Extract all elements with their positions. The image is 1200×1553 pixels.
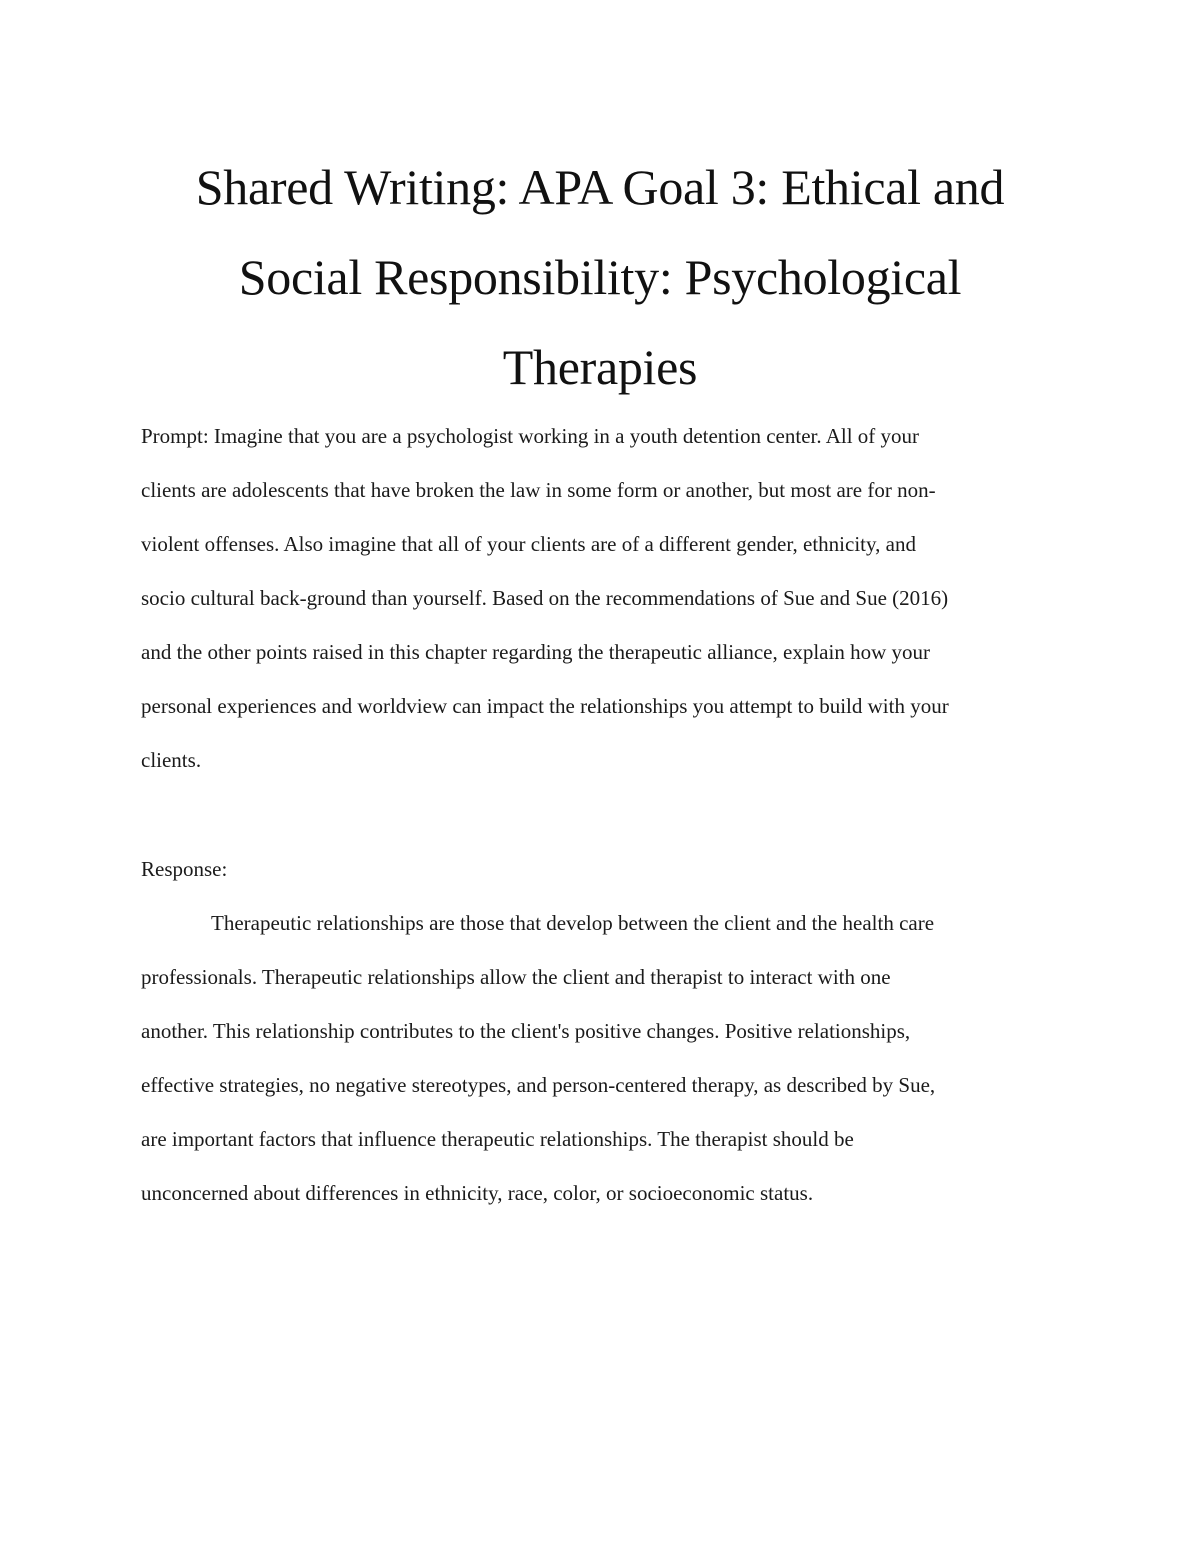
prompt-line: clients. <box>141 748 202 772</box>
prompt-line: violent offenses. Also imagine that all of your clients are of a different gender, ethnicity, and <box>141 532 916 556</box>
prompt-line: personal experiences and worldview can impact the relationships you attempt to build with your <box>141 694 949 718</box>
response-label: Response: <box>141 857 228 881</box>
response-paragraph <box>141 896 1059 1220</box>
prompt-line: Prompt: Imagine that you are a psychologist working in a youth detention center. All of your <box>141 424 920 448</box>
title-line: Shared Writing: APA Goal 3: Ethical and <box>195 159 1005 215</box>
prompt-line: socio cultural back-ground than yourself. Based on the recommendations of Sue and Sue (2016) <box>141 586 949 610</box>
response-line: are important factors that influence therapeutic relationships. The therapist should be <box>141 1127 854 1151</box>
title-line: Social Responsibility: Psychological <box>238 249 962 305</box>
document-title <box>141 142 1059 412</box>
response-line: unconcerned about differences in ethnicity, race, color, or socioeconomic status. <box>141 1181 814 1205</box>
response-line: effective strategies, no negative stereotypes, and person-centered therapy, as described by Sue, <box>141 1073 936 1097</box>
prompt-paragraph <box>141 409 1059 787</box>
response-line: Therapeutic relationships are those that develop between the client and the health care <box>211 911 935 935</box>
prompt-line: clients are adolescents that have broken the law in some form or another, but most are for non- <box>141 478 936 502</box>
prompt-line: and the other points raised in this chapter regarding the therapeutic alliance, explain how your <box>141 640 930 664</box>
title-line: Therapies <box>502 339 698 395</box>
response-line: professionals. Therapeutic relationships allow the client and therapist to interact with one <box>141 965 891 989</box>
response-line: another. This relationship contributes to the client's positive changes. Positive relationships, <box>141 1019 911 1043</box>
